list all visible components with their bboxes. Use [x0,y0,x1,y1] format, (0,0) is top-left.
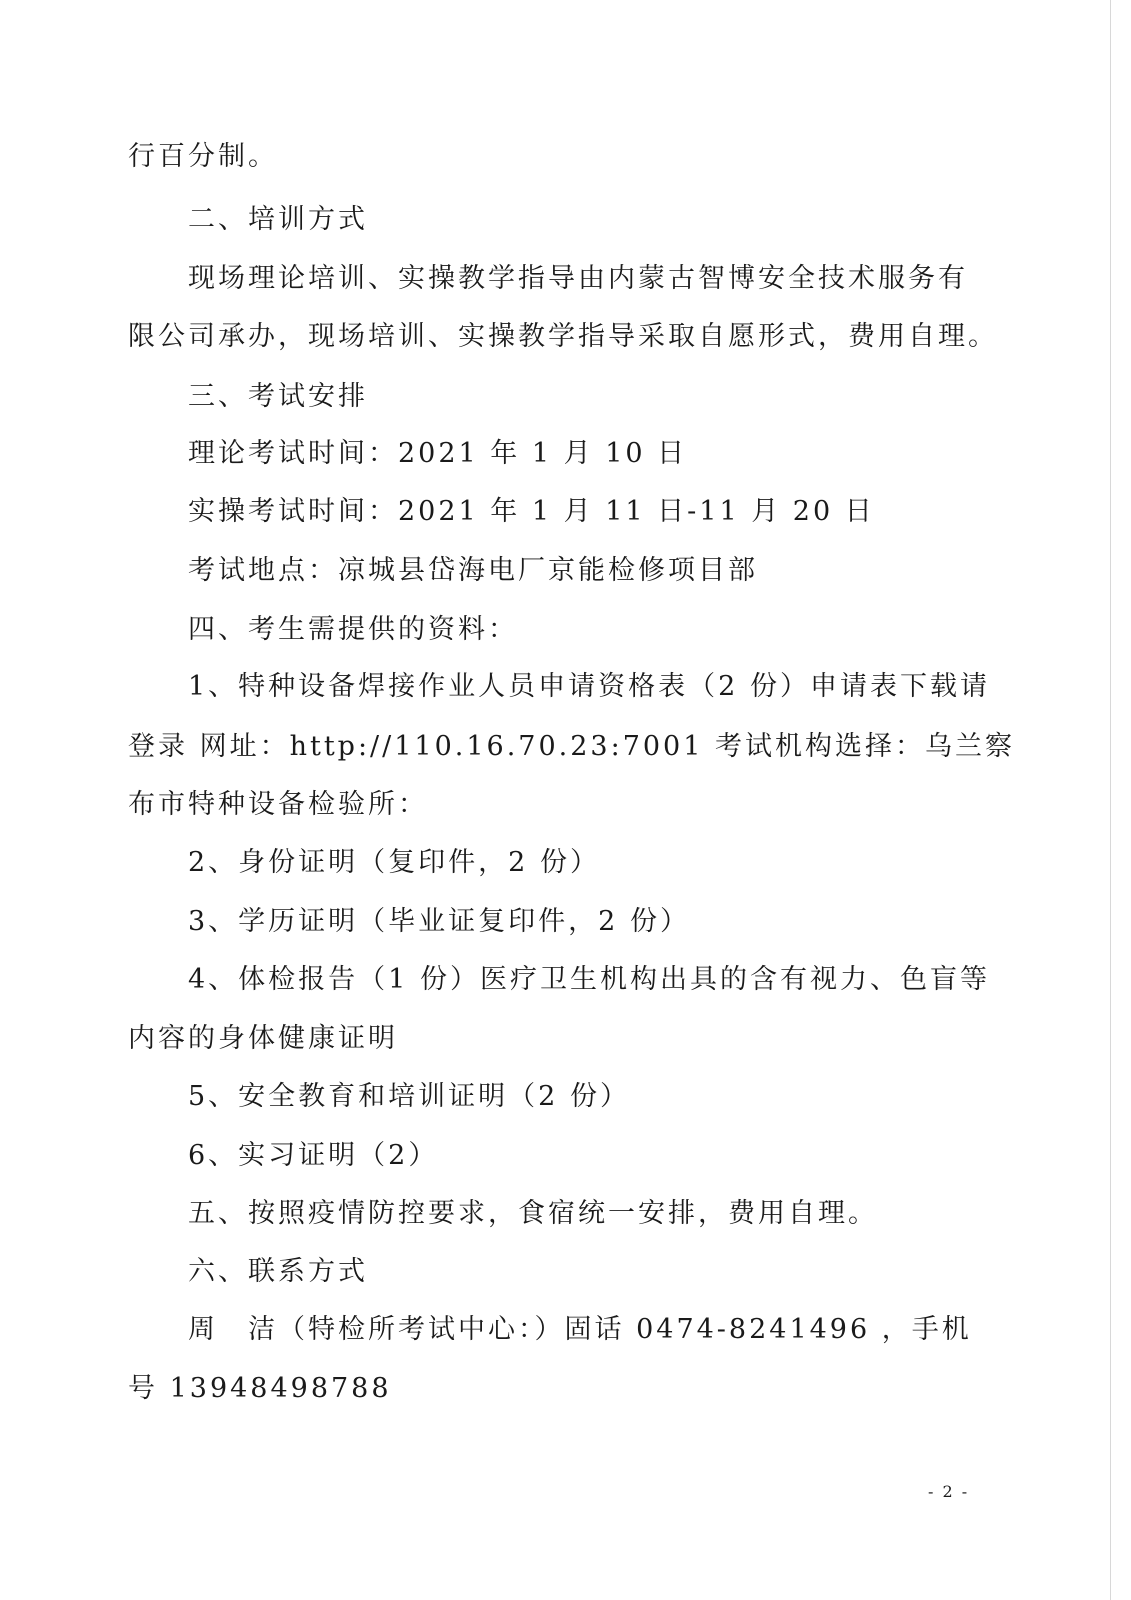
material-item-1-continued: 登录 网址：http://110.16.70.23:7001 考试机构选择：乌兰察 [128,731,1015,762]
theory-exam-time: 理论考试时间：2021 年 1 月 10 日 [188,438,688,469]
material-item-5: 5、安全教育和培训证明（2 份） [188,1081,630,1112]
exam-location: 考试地点：凉城县岱海电厂京能检修项目部 [188,555,758,586]
page-edge-line [1110,0,1111,1600]
page-number: - 2 - [928,1482,970,1501]
contact-phone: 周 洁（特检所考试中心：）固话 0474-8241496 ，手机 [188,1314,972,1345]
text-line-3: 现场理论培训、实操教学指导由内蒙古智博安全技术服务有 [188,263,968,294]
material-item-1-end: 布市特种设备检验所： [128,789,428,820]
material-item-1: 1、特种设备焊接作业人员申请资格表（2 份）申请表下载请 [188,671,990,702]
material-item-4-continued: 内容的身体健康证明 [128,1023,398,1054]
heading-contact: 六、联系方式 [188,1256,368,1287]
heading-required-materials: 四、考生需提供的资料： [188,614,518,645]
material-item-4: 4、体检报告（1 份）医疗卫生机构出具的含有视力、色盲等 [188,964,990,995]
practical-exam-time: 实操考试时间：2021 年 1 月 11 日-11 月 20 日 [188,496,875,527]
text-line-4: 限公司承办，现场培训、实操教学指导采取自愿形式，费用自理。 [128,321,998,352]
text-line-1: 行百分制。 [128,141,278,172]
contact-mobile: 号 13948498788 [128,1373,392,1404]
heading-exam-arrangement: 三、考试安排 [188,381,368,412]
heading-training-method: 二、培训方式 [188,204,368,235]
material-item-6: 6、实习证明（2） [188,1140,439,1171]
heading-epidemic-arrangement: 五、按照疫情防控要求，食宿统一安排，费用自理。 [188,1198,878,1229]
material-item-3: 3、学历证明（毕业证复印件，2 份） [188,906,690,937]
material-item-2: 2、身份证明（复印件，2 份） [188,847,600,878]
